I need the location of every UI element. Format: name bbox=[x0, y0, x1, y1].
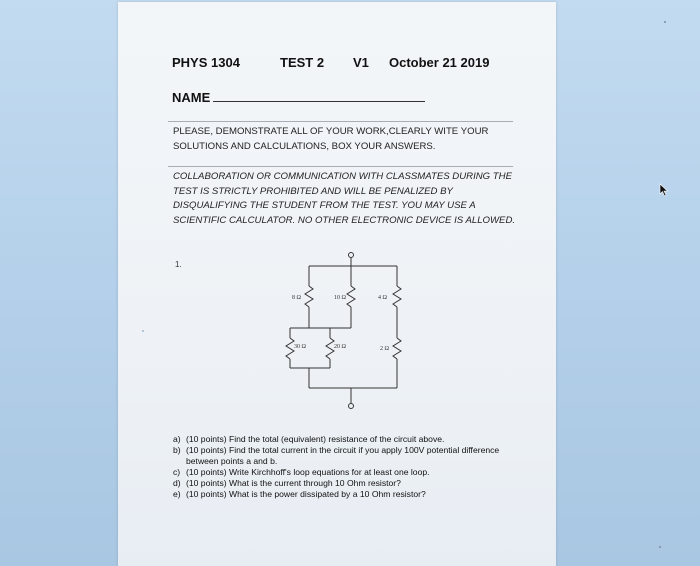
resistor-10 bbox=[347, 286, 355, 307]
question-a: a) (10 points) Find the total (equivalent) resistance of the circuit above. bbox=[173, 434, 445, 444]
terminal-a bbox=[349, 253, 354, 258]
test-date: October 21 2019 bbox=[389, 55, 490, 70]
mouse-cursor-icon bbox=[659, 183, 669, 197]
collaboration-policy: COLLABORATION OR COMMUNICATION WITH CLASSMATES DURING THE TEST IS STRICTLY PROHIBITED AND WILL BE PENALIZED BY DISQUALIFYING THE STUDENT FROM THE TEST. YOU MAY USE A SCIENTIFIC CALCULATOR. NO OTHER ELECTRONIC DEVICE IS ALLOWED. bbox=[173, 171, 516, 226]
question-e: e) (10 points) What is the power dissipated by a 10 Ohm resistor? bbox=[173, 489, 426, 499]
question-d: d) (10 points) What is the current through 10 Ohm resistor? bbox=[173, 478, 401, 488]
label-20-ohm: 20 Ω bbox=[334, 344, 346, 350]
label-30-ohm: 30 Ω bbox=[294, 344, 306, 350]
terminal-b bbox=[349, 404, 354, 409]
work-instructions: PLEASE, DEMONSTRATE ALL OF YOUR WORK,CLEARLY WITE YOUR SOLUTIONS AND CALCULATIONS, BOX YOUR ANSWERS. bbox=[173, 126, 489, 152]
question-list bbox=[173, 434, 518, 500]
resistor-20 bbox=[326, 338, 334, 359]
label-2-ohm: 2 Ω bbox=[380, 346, 389, 352]
divider-top bbox=[168, 121, 513, 122]
question-number: 1. bbox=[175, 260, 182, 269]
resistor-8 bbox=[305, 286, 313, 307]
screen-speck bbox=[659, 546, 661, 548]
name-label: NAME bbox=[172, 90, 211, 105]
resistor-30 bbox=[286, 338, 294, 359]
resistor-4 bbox=[393, 286, 401, 307]
circuit-diagram bbox=[270, 246, 430, 416]
test-title: TEST 2 bbox=[280, 55, 325, 70]
label-4-ohm: 4 Ω bbox=[378, 295, 387, 301]
test-version: V1 bbox=[353, 55, 369, 70]
question-b: b) (10 points) Find the total current in the circuit if you apply 100V potential difference between points a and b. bbox=[173, 445, 500, 466]
question-c: c) (10 points) Write Kirchhoff's loop equations for at least one loop. bbox=[173, 467, 430, 477]
screen-speck bbox=[142, 330, 144, 332]
divider-middle bbox=[168, 166, 513, 167]
label-10-ohm: 10 Ω bbox=[334, 295, 346, 301]
resistor-2 bbox=[393, 338, 401, 359]
course-code: PHYS 1304 bbox=[172, 55, 240, 70]
label-8-ohm: 8 Ω bbox=[292, 295, 301, 301]
name-line bbox=[213, 101, 425, 102]
screen-speck bbox=[664, 21, 666, 23]
